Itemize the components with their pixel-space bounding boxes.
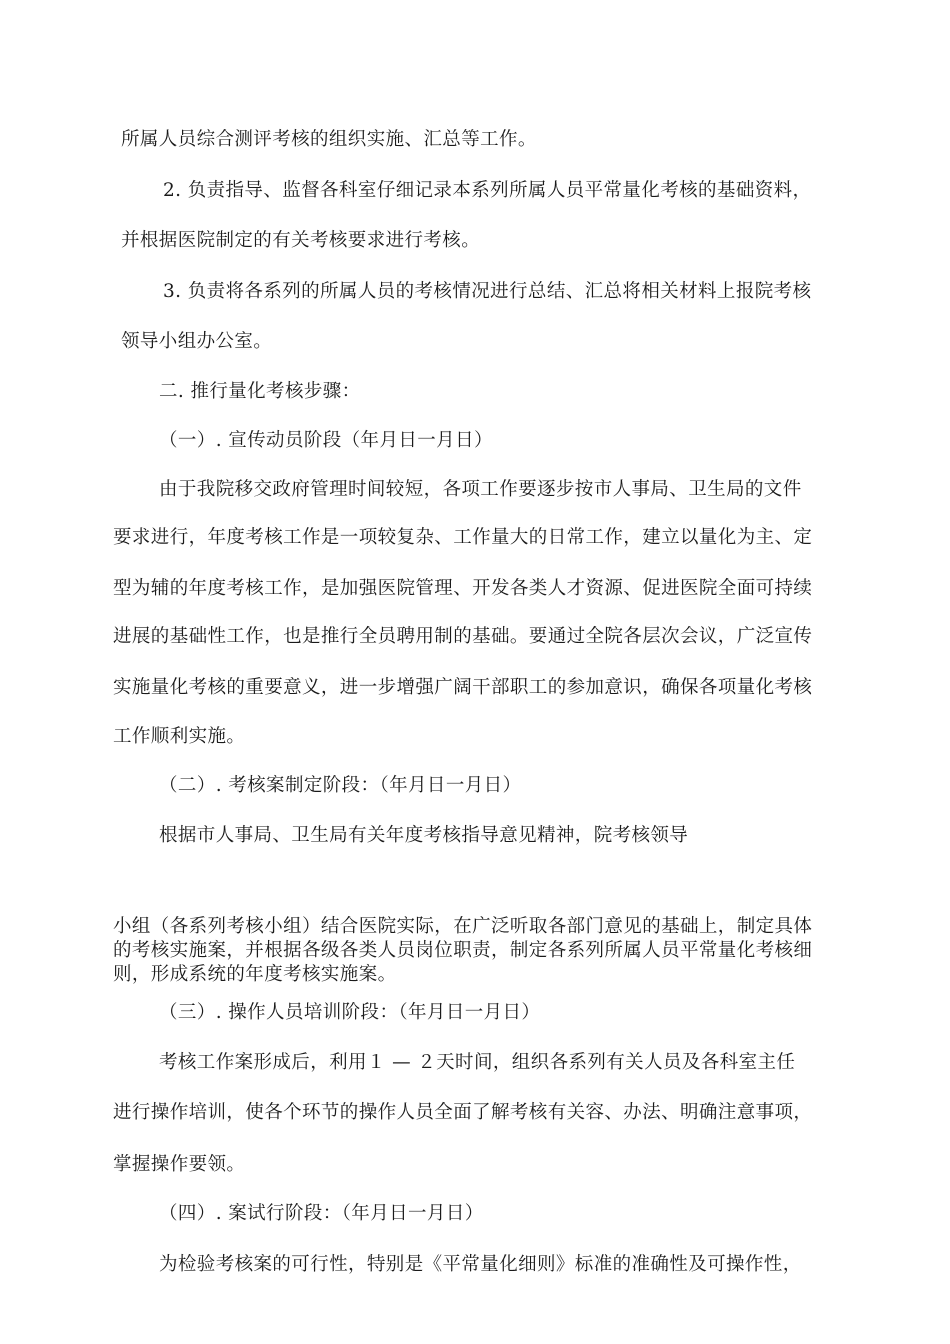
section-heading: 二. 推行量化考核步骤： bbox=[159, 381, 361, 402]
paragraph-line: 根据市人事局、卫生局有关年度考核指导意见精神，院考核领导 bbox=[159, 825, 689, 846]
paragraph-line: 领导小组办公室。 bbox=[121, 331, 273, 352]
paragraph-line: 工作顺利实施。 bbox=[113, 726, 246, 747]
paragraph-line: 实施量化考核的重要意义，进一步增强广阔干部职工的参加意识，确保各项量化考核 bbox=[113, 677, 813, 698]
subsection-heading: （三）. 操作人员培训阶段：（年月日一月日） bbox=[159, 1002, 541, 1023]
subsection-heading: （二）. 考核案制定阶段：（年月日一月日） bbox=[159, 775, 522, 796]
paragraph-line: 掌握操作要领。 bbox=[113, 1154, 246, 1175]
paragraph-line: 为检验考核案的可行性，特别是《平常量化细则》标准的准确性及可操作性， bbox=[159, 1254, 802, 1275]
paragraph-line: 由于我院移交政府管理时间较短，各项工作要逐步按市人事局、卫生局的文件 bbox=[159, 479, 802, 500]
paragraph-line: 考核工作案形成后，利用１ — ２天时间，组织各系列有关人员及各科室主任 bbox=[159, 1052, 796, 1073]
paragraph-line: 进行操作培训，使各个环节的操作人员全面了解考核有关容、办法、明确注意事项， bbox=[113, 1102, 813, 1123]
paragraph-line: 进展的基础性工作，也是推行全员聘用制的基础。要通过全院各层次会议，广泛宣传 bbox=[113, 626, 813, 647]
paragraph-line: 2. 负责指导、监督各科室仔细记录本系列所属人员平常量化考核的基础资料， bbox=[163, 180, 812, 201]
paragraph-line: 3. 负责将各系列的所属人员的考核情况进行总结、汇总将相关材料上报院考核 bbox=[163, 281, 812, 302]
subsection-heading: （一）. 宣传动员阶段（年月日一月日） bbox=[159, 430, 493, 451]
paragraph-line: 所属人员综合测评考核的组织实施、汇总等工作。 bbox=[121, 129, 537, 150]
paragraph-line: 并根据医院制定的有关考核要求进行考核。 bbox=[121, 230, 481, 251]
paragraph-line: 要求进行，年度考核工作是一项较复杂、工作量大的日常工作，建立以量化为主、定 bbox=[113, 527, 813, 548]
paragraph-block: 小组（各系列考核小组）结合医院实际，在广泛听取各部门意见的基础上，制定具体的考核实施案，并根据各级各类人员岗位职责，制定各系列所属人员平常量化考核细则，形成系统的年度考核实施案。 bbox=[113, 916, 813, 985]
paragraph-line: 型为辅的年度考核工作，是加强医院管理、开发各类人才资源、促进医院全面可持续 bbox=[113, 578, 813, 599]
subsection-heading: （四）. 案试行阶段：（年月日一月日） bbox=[159, 1203, 484, 1224]
